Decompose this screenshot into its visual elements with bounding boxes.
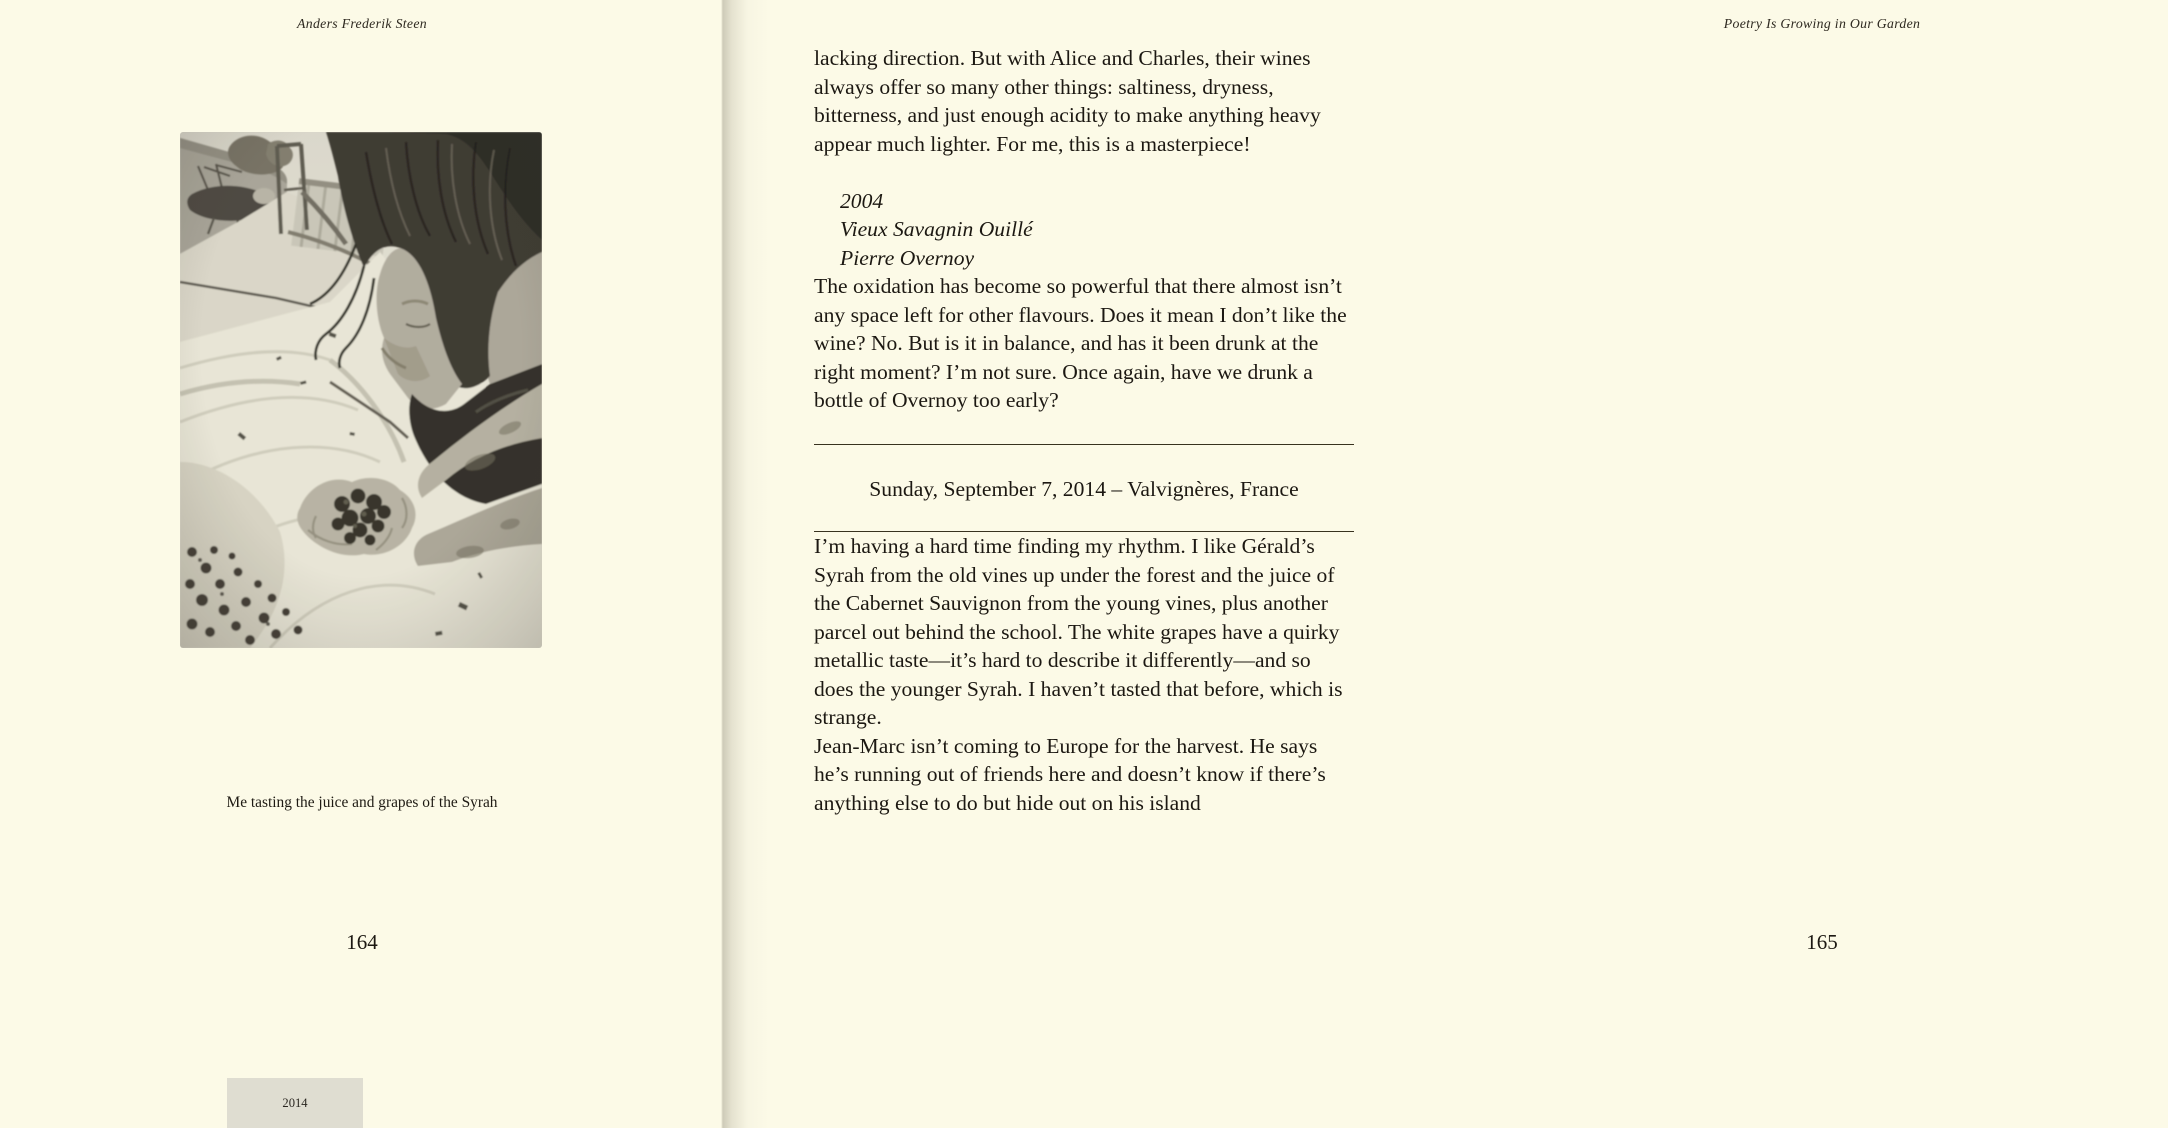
entry-dateline: Sunday, September 7, 2014 – Valvignères, France — [869, 476, 1299, 501]
paragraph-jean-marc: Jean-Marc isn’t coming to Europe for the harvest. He says he’s running out of friends here and doesn’t know if there’s anything else to do but hide out on his island — [814, 733, 1326, 815]
wine-entry — [814, 187, 1354, 273]
paragraph-alice-charles: lacking direction. But with Alice and Charles, their wines always offer so many other things: saltiness, dryness, bitterness, and just enough acidity to make anything heavy appear much lighter. For me, this is a masterpiece! — [814, 46, 1321, 156]
running-head-right: Poetry Is Growing in Our Garden — [1723, 16, 1921, 31]
year-tab-label: 2014 — [282, 1095, 308, 1110]
harvest-photo-illustration — [180, 132, 542, 648]
body-text-column — [814, 44, 1354, 817]
wine-producer: Pierre Overnoy — [840, 245, 975, 270]
paragraph-rhythm: I’m having a hard time finding my rhythm. I like Gérald’s Syrah from the old vines up under the forest and the juice of the Cabernet Sauvignon from the young vines, plus another parcel out behind the school. The white grapes have a quirky metallic taste—it’s hard to describe it differently—and so does the younger Syrah. I haven’t tasted that before, which is strange. — [814, 534, 1343, 729]
wine-year: 2004 — [840, 188, 884, 213]
page-number-left: 164 — [346, 930, 378, 954]
running-head-left: Anders Frederik Steen — [297, 16, 427, 31]
year-tab-2014[interactable] — [227, 1078, 363, 1128]
photo-caption: Me tasting the juice and grapes of the Syrah — [226, 794, 498, 811]
wine-name: Vieux Savagnin Ouillé — [840, 217, 1033, 241]
paragraph-oxidation: The oxidation has become so powerful that there almost isn’t any space left for other flavours. Does it mean I don’t like the wine? No. But is it in balance, and has it been drunk at the right moment? I’m not sure. Once again, have we drunk a bottle of Overnoy too early? — [814, 274, 1347, 412]
section-rule-top — [814, 444, 1354, 445]
photo-man-tasting-grapes — [180, 132, 542, 648]
page-left — [0, 0, 722, 1128]
page-number-right: 165 — [1806, 930, 1838, 954]
